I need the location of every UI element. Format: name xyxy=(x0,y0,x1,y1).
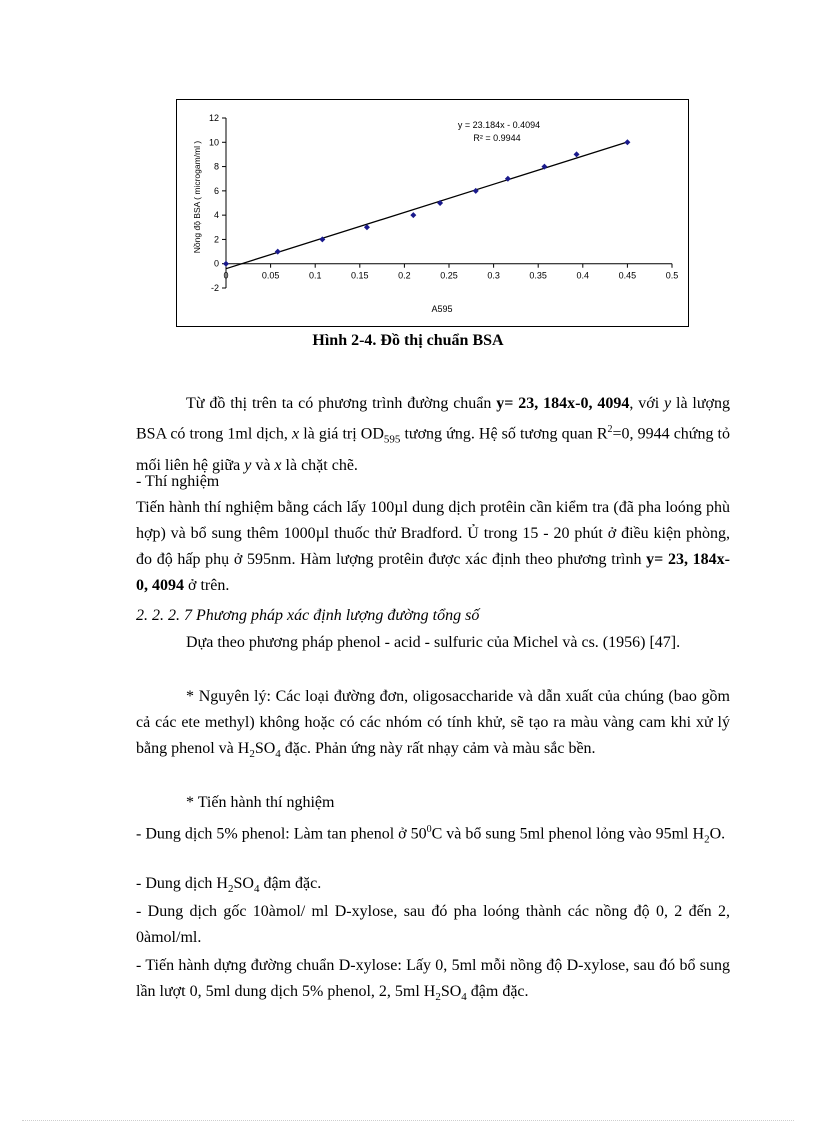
y-tick-label: 6 xyxy=(213,185,219,196)
data-point xyxy=(624,139,630,145)
y-tick-label: 8 xyxy=(213,161,219,172)
paragraph-method: Dựa theo phương pháp phenol - acid - sulfuric của Michel và cs. (1956) [47]. xyxy=(186,634,681,651)
data-point xyxy=(574,151,580,157)
x-tick-label: 0.15 xyxy=(351,270,369,281)
page-bottom-rule xyxy=(22,1120,794,1121)
trend-line xyxy=(226,142,627,269)
paragraph-phenol: - Dung dịch 5% phenol: Làm tan phenol ở $50^0C$ và bổ sung 5ml phenol lỏng vào 95ml $H_2O$. xyxy=(136,824,726,846)
chart-frame xyxy=(176,99,689,327)
r-squared-label: R² = 0.9944 xyxy=(473,133,521,143)
x-tick-label: 0 xyxy=(223,270,229,281)
x-tick-label: 0.3 xyxy=(487,270,500,281)
y-tick-label: 4 xyxy=(213,210,219,221)
x-tick-label: 0.1 xyxy=(308,270,322,281)
bsa-standard-chart xyxy=(177,100,688,326)
equation-label: y = 23.184x - 0.4094 xyxy=(457,120,541,130)
subheading-experiment: - Thí nghiệm xyxy=(136,473,220,490)
paragraph-xylose-curve: - Tiến hành dựng đường chuẩn D-xylose: Lấy 0, 5ml mỗi nồng độ D-xylose, sau đó bổ sung lần lượt 0, 5ml dung dịch 5% phenol, 2, 5ml $H_2SO_4$ đậm đặc. xyxy=(136,957,730,1004)
y-tick-label: 10 xyxy=(208,137,219,148)
y-tick-label: -2 xyxy=(210,283,219,293)
x-tick-label: 0.35 xyxy=(529,270,547,281)
paragraph-xylose-stock: - Dung dịch gốc 10àmol/ ml D-xylose, sau đó pha loóng thành các nồng độ 0, 2 đến 2, 0àmol/ml. xyxy=(136,903,730,946)
x-tick-label: 0.2 xyxy=(398,270,411,281)
paragraph-equation: Từ đồ thị trên ta có phương trình đường chuẩn y= 23, 184x-0, 4094, với y là lượng BSA có trong 1ml dịch, x là giá trị $OD_{595}$ tương ứng. Hệ số tương quan $R^2=0$, 9944 chứng tỏ mối liên hệ giữa y và x là chặt chẽ. xyxy=(136,395,731,474)
y-tick-label: 2 xyxy=(213,234,219,245)
x-tick-label: 0.5 xyxy=(665,270,679,281)
data-point xyxy=(223,261,229,267)
x-axis-title: A595 xyxy=(431,304,453,314)
section-heading: 2. 2. 2. 7 Phương pháp xác định lượng đường tổng số xyxy=(136,607,480,624)
y-tick-label: 12 xyxy=(208,113,219,123)
data-point xyxy=(410,212,416,218)
x-tick-label: 0.45 xyxy=(618,270,637,281)
x-tick-label: 0.05 xyxy=(261,270,280,281)
paragraph-steps-title: * Tiến hành thí nghiệm xyxy=(186,794,335,811)
paragraph-procedure: Tiến hành thí nghiệm bằng cách lấy 100µl dung dịch protêin cần kiểm tra (đã pha loóng phù hợp) và bổ sung thêm 1000µl thuốc thử Bradford. Ủ trong 15 - 20 phút ở điều kiện phòng, đo độ hấp phụ ở 595nm. Hàm lượng protêin được xác định theo phương trình y= 23, 184x-0, 4094 ở trên. xyxy=(136,499,730,594)
paragraph-sulfuric: - Dung dịch $H_2SO_4$ đậm đặc. xyxy=(136,875,322,896)
y-tick-label: 0 xyxy=(213,258,219,269)
x-tick-label: 0.4 xyxy=(576,270,590,281)
figure-caption: Hình 2-4. Đồ thị chuẩn BSA xyxy=(312,332,504,349)
paragraph-principle: * Nguyên lý: Các loại đường đơn, oligosaccharide và dẫn xuất của chúng (bao gồm cả các ete methyl) không hoặc có các nhóm có tính khử, sẽ tạo ra màu vàng cam khi xử lý bằng phenol và $H_2SO_4$ đặc. Phản ứng này rất nhạy cảm và màu sắc bền. xyxy=(136,688,730,761)
y-axis-title: Nồng độ BSA ( microgam/ml ) xyxy=(192,140,202,254)
x-tick-label: 0.25 xyxy=(440,270,458,281)
